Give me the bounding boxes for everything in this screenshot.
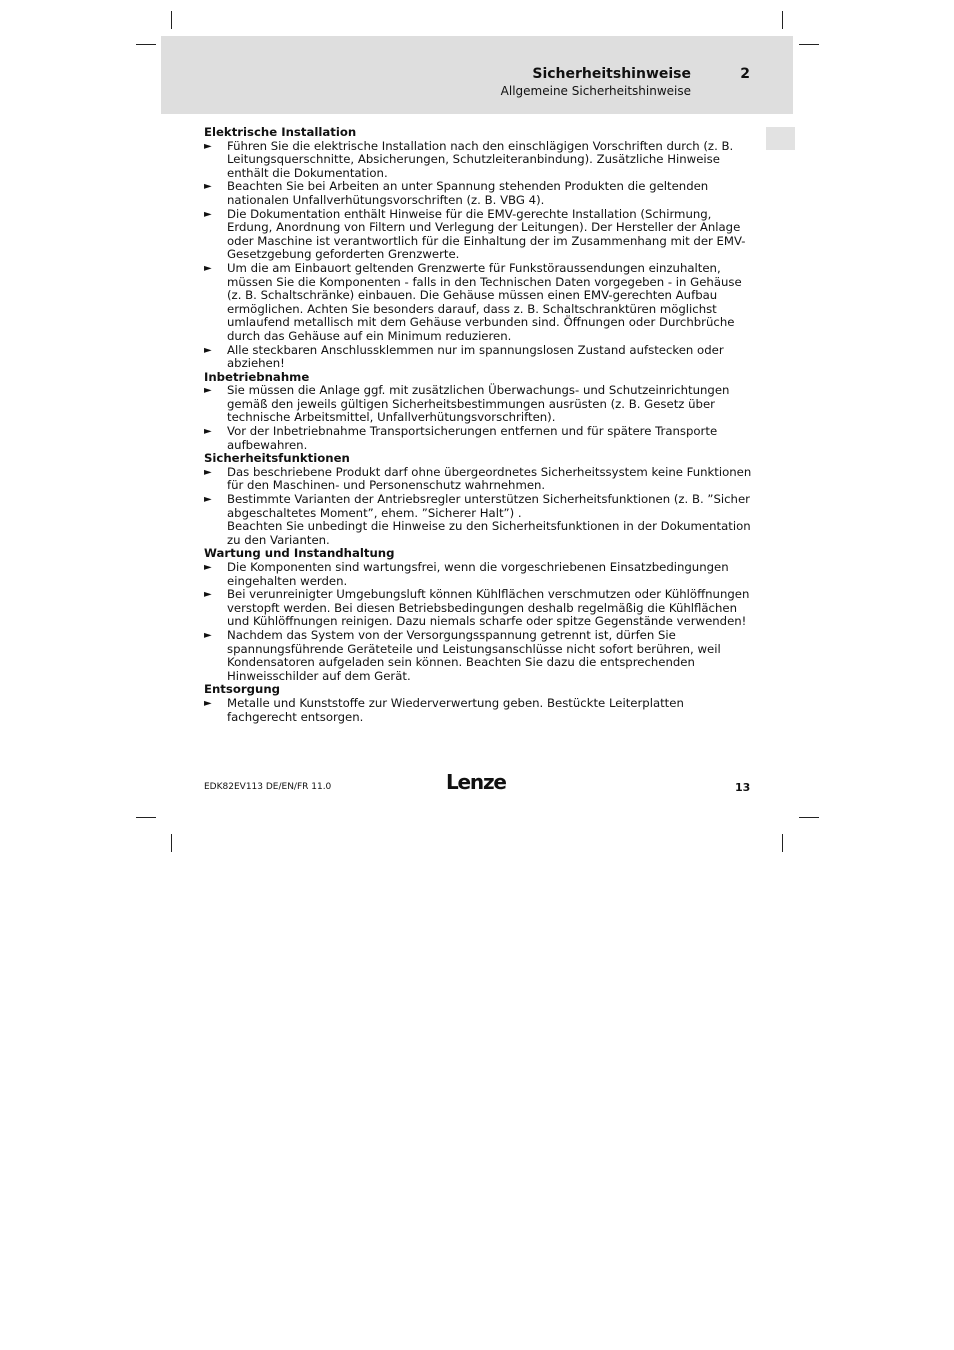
bullet-arrow-icon: ►: [204, 697, 212, 709]
list-item: [204, 466, 754, 493]
crop-mark: [136, 44, 156, 45]
page-content: [204, 126, 754, 724]
bullet-arrow-icon: ►: [204, 385, 212, 397]
bullet-arrow-icon: ►: [204, 262, 212, 274]
list-item-text: Bei verunreinigter Umgebungsluft können Kühlflächen verschmutzen oder Kühlöffnungen verstopft werden. Bei diesen Betriebsbedingungen deshalb regelmäßig die Kühlflächen und Kühlöffnungen reinigen. Dazu niemals scharfe oder spitze Gegenstände verwenden!: [227, 587, 750, 629]
chapter-title: Sicherheitshinweise: [532, 66, 691, 82]
crop-mark: [799, 817, 819, 818]
crop-mark: [782, 11, 783, 29]
list-item: [204, 344, 754, 371]
list-item-text: Nachdem das System von der Versorgungsspannung getrennt ist, dürfen Sie spannungsführende Geräteteile und Leistungsanschlüsse nicht sofort berühren, weil Kondensatoren aufgeladen sein können. Beachten Sie dazu die entsprechenden Hinweisschilder auf dem Gerät.: [227, 627, 721, 683]
bullet-arrow-icon: ►: [204, 629, 212, 641]
list-item: [204, 588, 754, 629]
lenze-logo: Lenze: [446, 770, 506, 794]
crop-mark: [799, 44, 819, 45]
list-item-text: Bestimmte Varianten der Antriebsregler unterstützen Sicherheitsfunktionen (z. B. ”Sicher abgeschaltetes Moment”, ehem. ”Sicherer Halt”) . Beachten Sie unbedingt die Hinweise zu den Sicherheitsfunktionen in der Dokumentation zu den Varianten.: [227, 492, 751, 547]
list-item-text: Das beschriebene Produkt darf ohne übergeordnetes Sicherheitssystem keine Funktionen für den Maschinen- und Personenschutz wahrnehmen.: [227, 464, 752, 493]
section-heading: Elektrische Installation: [204, 125, 357, 139]
list-item-text: Metalle und Kunststoffe zur Wiederverwertung geben. Bestückte Leiterplatten fachgerecht entsorgen.: [227, 695, 684, 724]
list-item: [204, 262, 754, 344]
section-heading: Sicherheitsfunktionen: [204, 451, 350, 466]
header-band: [161, 36, 793, 114]
list-item: [204, 180, 754, 207]
document-code: EDK82EV113 DE/EN/FR 11.0: [204, 782, 332, 792]
chapter-side-tab: [766, 127, 795, 150]
bullet-arrow-icon: ►: [204, 589, 212, 601]
list-item-text: Sie müssen die Anlage ggf. mit zusätzlichen Überwachungs- und Schutzeinrichtungen gemäß den jeweils gültigen Sicherheitsbestimmungen ausrüsten (z. B. Gesetz über technische Arbeitsmittel, Unfallverhütungsvorschriften).: [227, 383, 730, 425]
list-item-text: Die Dokumentation enthält Hinweise für die EMV-gerechte Installation (Schirmung, Erdung, Anordnung von Filtern und Verlegung der Leitungen). Der Hersteller der Anlage oder Maschine ist verantwortlich für die Einhaltung der im Zusammenhang mit der EMV-Gesetzgebung geforderten Grenzwerte.: [227, 206, 746, 262]
bullet-arrow-icon: ►: [204, 426, 212, 438]
bullet-arrow-icon: ►: [204, 494, 212, 506]
chapter-number: 2: [740, 66, 750, 82]
bullet-arrow-icon: ►: [204, 562, 212, 573]
bullet-arrow-icon: ►: [204, 344, 212, 356]
bullet-arrow-icon: ►: [204, 181, 212, 193]
list-item: [204, 208, 754, 262]
list-item: [204, 425, 754, 452]
crop-mark: [171, 834, 172, 852]
crop-mark: [136, 817, 156, 818]
list-item: [204, 629, 754, 683]
page-number: 13: [735, 781, 751, 794]
section-heading: Inbetriebnahme: [204, 369, 310, 384]
list-item-text: Vor der Inbetriebnahme Transportsicherungen entfernen und für spätere Transporte aufbewahren.: [227, 424, 718, 452]
bullet-arrow-icon: ►: [204, 466, 212, 478]
list-item: [204, 493, 754, 547]
section-heading: Wartung und Instandhaltung: [204, 546, 395, 561]
chapter-subtitle: Allgemeine Sicherheitshinweise: [500, 84, 691, 98]
list-item: [204, 384, 754, 425]
list-item-text: Die Komponenten sind wartungsfrei, wenn die vorgeschriebenen Einsatzbedingungen eingehalten werden.: [227, 560, 729, 588]
list-item-text: Alle steckbaren Anschlussklemmen nur im spannungslosen Zustand aufstecken oder abziehen!: [227, 342, 724, 371]
list-item-text: Beachten Sie bei Arbeiten an unter Spannung stehenden Produkten die geltenden nationalen Unfallverhütungsvorschriften (z. B. VBG 4).: [227, 179, 709, 207]
crop-mark: [782, 834, 783, 852]
list-item: [204, 140, 754, 181]
section-heading: Entsorgung: [204, 682, 281, 697]
list-item-text: Führen Sie die elektrische Installation nach den einschlägigen Vorschriften durch (z. B. Leitungsquerschnitte, Absicherungen, Schutzleiteranbindung). Zusätzliche Hinweise enthält die Dokumentation.: [227, 138, 734, 180]
list-item-text: Um die am Einbauort geltenden Grenzwerte für Funkstöraussendungen einzuhalten, müssen Sie die Komponenten - falls in den Technischen Daten vorgegeben - in Gehäuse (z. B. Schaltschränke) einbauen. Die Gehäuse müssen einen EMV-gerechten Aufbau ermöglichen. Achten Sie besonders darauf, dass z. B. Schaltschranktüren möglichst umlaufend metallisch mit dem Gehäuse verbunden sind. Öffnungen oder Durchbrüche durch das Gehäuse auf ein Minimum reduzieren.: [227, 260, 742, 343]
list-item: [204, 697, 754, 724]
crop-mark: [171, 11, 172, 29]
bullet-arrow-icon: ►: [204, 140, 212, 152]
list-item: [204, 561, 754, 588]
bullet-arrow-icon: ►: [204, 208, 212, 220]
